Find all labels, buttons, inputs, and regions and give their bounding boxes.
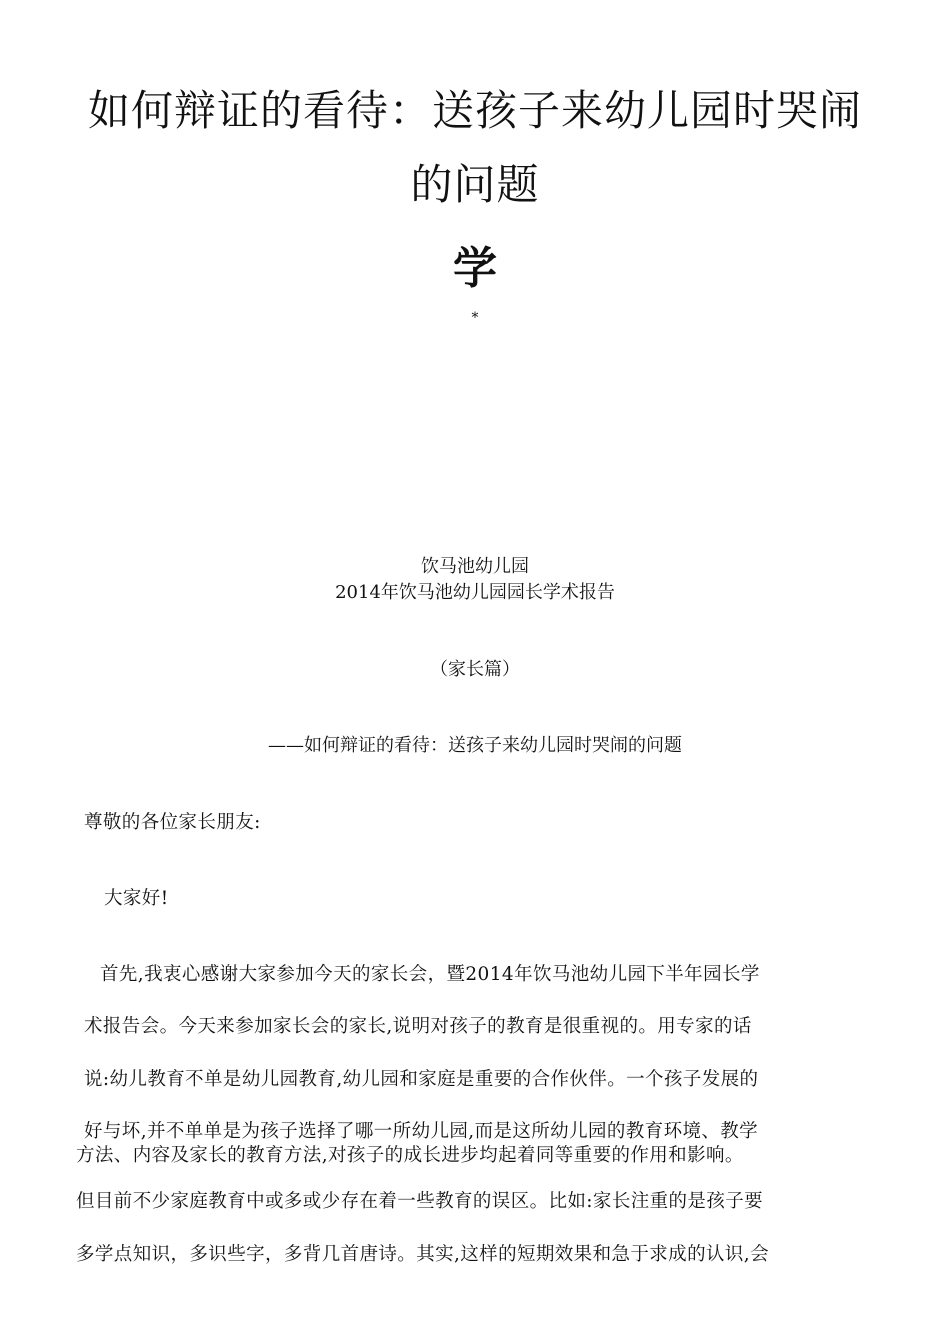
title-line-1: 如何辩证的看待：送孩子来幼儿园时哭闹: [87, 86, 862, 135]
body-line: 好与坏,并不单单是为孩子选择了哪一所幼儿园,而是这所幼儿园的教育环境、教学: [84, 1121, 759, 1142]
title-line-2: 的问题: [410, 160, 540, 209]
greeting: 大家好!: [104, 888, 169, 909]
body-line: 说:幼儿教育不单是幼儿园教育,幼儿园和家庭是重要的合作伙伴。一个孩子发展的: [84, 1069, 759, 1090]
body-line: 方法、内容及家长的教育方法,对孩子的成长进步均起着同等重要的作用和影响。: [76, 1145, 744, 1166]
body-line: 首先,我衷心感谢大家参加今天的家长会，暨2014年饮马池幼儿园下半年园长学: [100, 964, 760, 985]
big-character: 学: [453, 243, 497, 294]
asterisk-mark: *: [471, 310, 479, 326]
salutation: 尊敬的各位家长朋友:: [84, 812, 261, 833]
subtitle: ——如何辩证的看待：送孩子来幼儿园时哭闹的问题: [268, 735, 682, 756]
body-line: 术报告会。今天来参加家长会的家长,说明对孩子的教育是很重视的。用专家的话: [84, 1016, 752, 1037]
body-line: 多学点知识，多识些字，多背几首唐诗。其实,这样的短期效果和急于求成的认识,会: [76, 1244, 769, 1265]
body-line: 但目前不少家庭教育中或多或少存在着一些教育的误区。比如:家长注重的是孩子要: [76, 1191, 764, 1212]
school-name: 饮马池幼儿园: [421, 556, 529, 577]
section-label: （家长篇）: [430, 659, 520, 680]
report-title: 2014年饮马池幼儿园园长学术报告: [335, 582, 615, 603]
